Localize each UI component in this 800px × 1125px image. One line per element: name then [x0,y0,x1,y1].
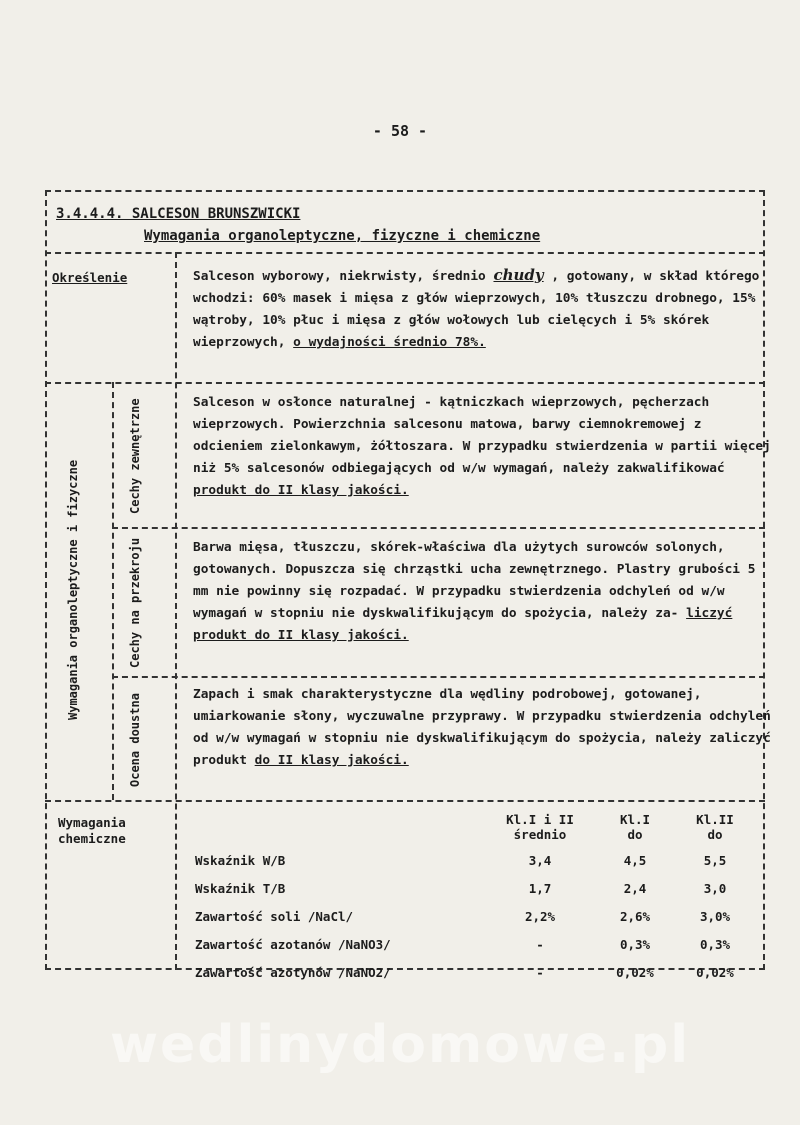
handwritten-note: chudy [493,266,544,284]
watermark: wedlinydomowe.pl [109,1015,691,1075]
table-row: Wskaźnik W/B 3,4 4,5 5,5 [195,852,727,868]
definition-label: Określenie [52,270,128,285]
table-row: Zawartość azotynów /NaNO2/ - 0,02% 0,02% [195,964,734,980]
external-features-text: Salceson w osłonce naturalnej - kątniczkach wieprzowych, pęcherzach wieprzowych. Powierzchnia salcesonu matowa, barwy ciemnokremowej z odcieniem zielonkawym, żółtoszara. W przypadku stwierdzenia w partii więcej niż 5% salcesonów odbiegających od w/w wymagań, należy zakwalifikować produkt do II klasy jakości. [193,395,771,498]
section-title: 3.4.4.4. SALCESON BRUNSZWICKI [56,206,301,222]
table-row: Zawartość soli /NaCl/ 2,2% 2,6% 3,0% [195,908,731,924]
external-features-label: Cechy zewnętrzne [128,398,142,514]
section-subtitle: Wymagania organoleptyczne, fizyczne i chemiczne [144,228,541,244]
table-row: Zawartość azotanów /NaNO3/ - 0,3% 0,3% [195,936,731,952]
table-row: Wskaźnik T/B 1,7 2,4 3,0 [195,880,727,896]
organoleptic-group-label: Wymagania organoleptyczne i fizyczne [66,459,80,721]
definition-text: Salceson wyborowy, niekrwisty, średnio chudy , gotowany, w skład którego wchodzi: 60% masek i mięsa z głów wieprzowych, 10% tłuszczu drobnego, 15% wątroby, 10% płuc i mięsa z głów wołowych lub cielęcych i 5% skórek wieprzowych, o wydajności średnio 78%. [193,266,760,350]
divider [45,252,765,254]
section-heading [56,203,540,247]
chemical-label: Wymagania chemiczne [58,815,126,846]
header-class-1: Kl.I do [619,812,651,842]
table-header [195,812,770,846]
divider [45,382,765,384]
chemical-table [195,812,770,986]
cross-section-text: Barwa mięsa, tłuszczu, skórek-właściwa dla użytych surowców solonych, gotowanych. Dopuszcza się chrząstki ucha zewnętrznego. Plastry grubości 5 mm nie powinny się rozpadać. W przypadku stwierdzenia odchyleń od w/w wymagań w stopniu nie dyskwalifikującym do spożycia, należy za- liczyć produkt do II klasy jakości. [193,540,756,643]
page-number: - 58 - [372,122,428,140]
header-avg: Kl.I i II średnio [506,812,574,842]
cross-section-label: Cechy na przekroju [128,537,142,669]
divider [112,527,765,529]
header-class-2: Kl.II do [696,812,734,842]
divider [112,676,765,678]
column-divider [175,252,177,970]
column-divider [112,382,114,800]
taste-label: Ocena doustna [128,693,142,787]
divider [45,800,765,802]
taste-text: Zapach i smak charakterystyczne dla wędliny podrobowej, gotowanej, umiarkowanie słony, wyczuwalne przyprawy. W przypadku stwierdzenia odchyleń od w/w wymagań w stopniu nie dyskwalifikującym do spożycia, należy zaliczyć produkt do II klasy jakości. [193,687,771,768]
